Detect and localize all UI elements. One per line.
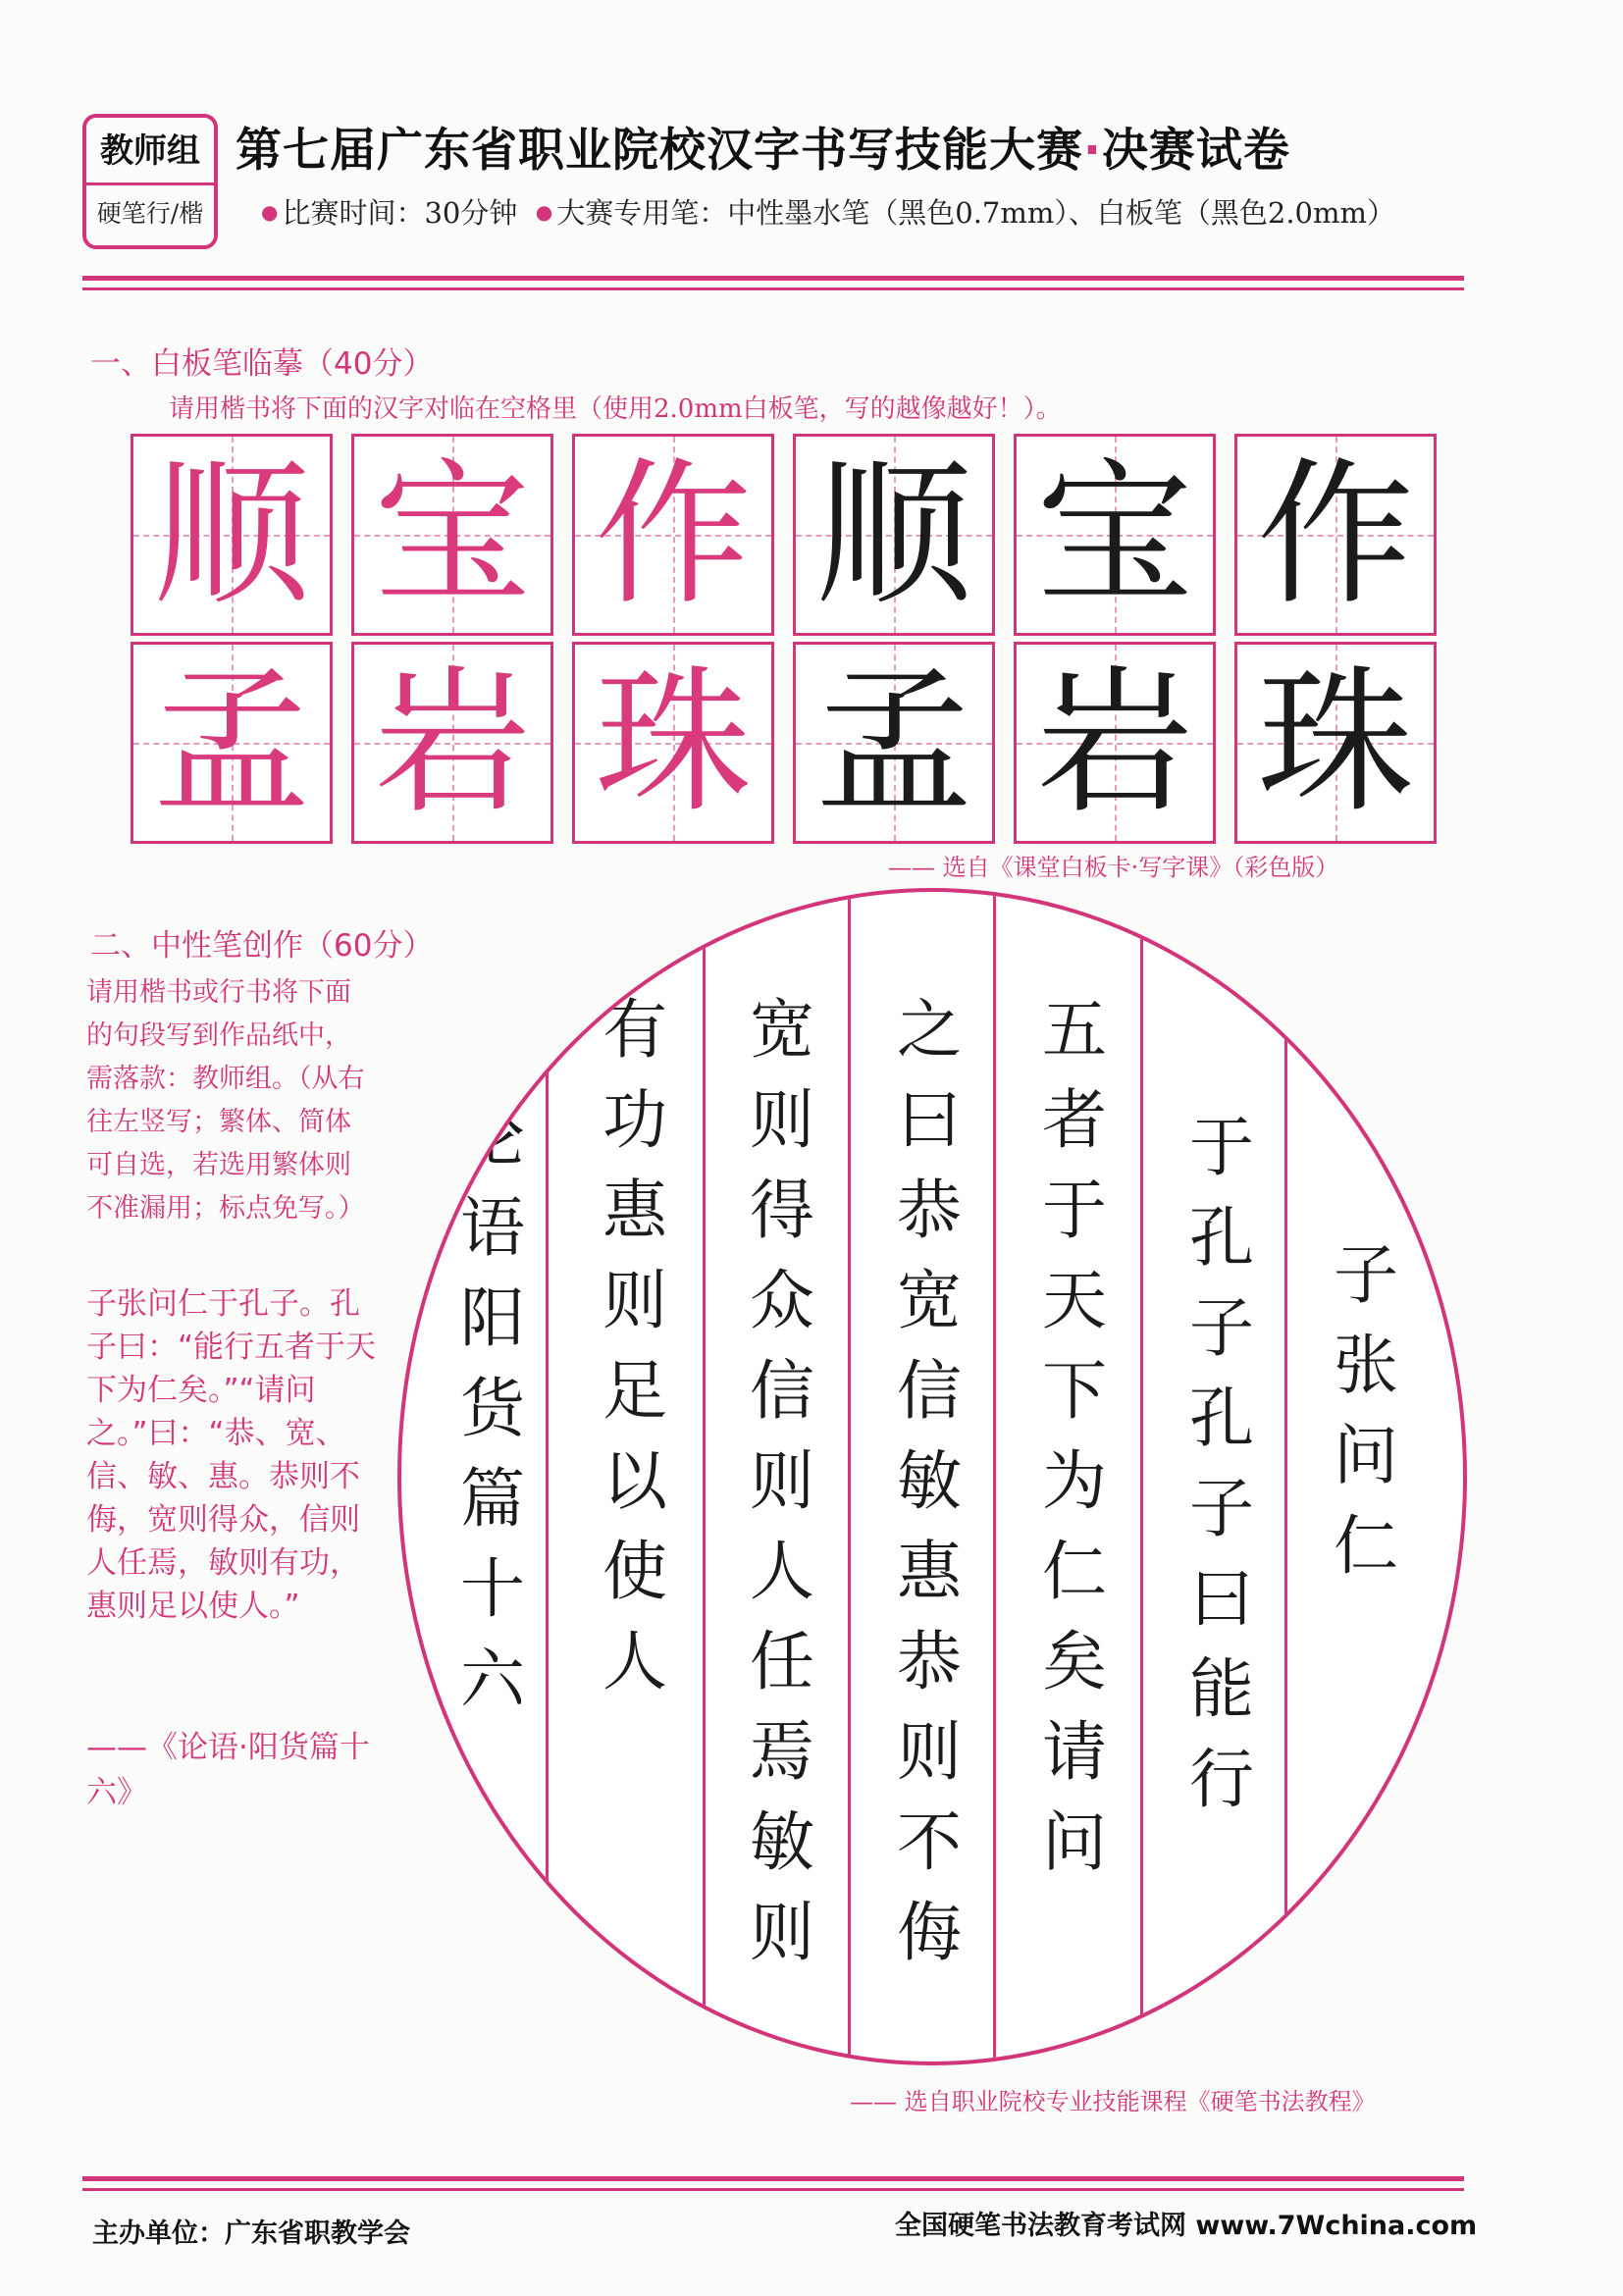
- work-column-2: 于孔子孔子曰能行: [1189, 1110, 1254, 1817]
- section2-citation: —— 选自职业院校专业技能课程《硬笔书法教程》: [850, 2088, 1376, 2115]
- work-column-1: 子张问仁: [1334, 1237, 1398, 1584]
- writing-circle: [397, 888, 1467, 2065]
- practice-cell: [351, 434, 553, 636]
- written-character: 作: [1256, 443, 1414, 626]
- passage-source: ——《论语·阳货篇十六》: [86, 1730, 370, 1810]
- written-character: 宝: [1035, 443, 1193, 626]
- written-character: 顺: [814, 443, 972, 626]
- footer-rule-thin: [82, 2188, 1464, 2191]
- column-line: [703, 892, 706, 2061]
- group-badge: [82, 114, 218, 249]
- page-title: [236, 114, 1290, 180]
- practice-cell: [1014, 642, 1216, 844]
- section1-instruction: 请用楷书将下面的汉字对临在空格里（使用2.0mm白板笔，写的越像越好！）。: [169, 394, 1062, 424]
- work-column-6: 有功惠则足以使人: [602, 992, 667, 1699]
- model-character: 宝: [373, 443, 531, 626]
- practice-cell: [793, 642, 995, 844]
- model-character: 珠: [594, 651, 752, 834]
- practice-cell: [131, 642, 333, 844]
- model-character: 顺: [152, 443, 310, 626]
- practice-cell: [1234, 434, 1437, 636]
- source-passage: 子张问仁于孔子。孔子曰：“能行五者于天下为仁矣。”“请问之。”曰：“恭、宽、信、敏、惠。恭则不侮，宽则得众，信则人任焉，敏则有功，惠则足以使人。”: [86, 1286, 377, 1624]
- info-time: 比赛时间：30分钟: [282, 196, 518, 230]
- info-pen: 大赛专用笔：中性墨水笔（黑色0.7mm）、白板笔（黑色2.0mm）: [556, 196, 1395, 230]
- practice-cell: [131, 434, 333, 636]
- work-column-title: 论语阳货篇十六: [460, 1100, 525, 1717]
- column-line: [546, 892, 549, 2061]
- bullet-icon: ●: [261, 200, 279, 224]
- title-main: 第七届广东省职业院校汉字书写技能大赛: [236, 124, 1083, 178]
- model-character: 岩: [373, 651, 531, 834]
- column-line: [993, 892, 996, 2061]
- model-character: 孟: [152, 651, 310, 834]
- title-dot: ·: [1083, 124, 1102, 178]
- practice-cell: [572, 642, 774, 844]
- footer-rule: [82, 2176, 1464, 2181]
- exam-info: [261, 191, 1395, 232]
- group-subtitle: 硬笔行/楷: [96, 199, 204, 228]
- organizer: 主办单位：广东省职教学会: [92, 2218, 410, 2249]
- section2-instruction: 请用楷书或行书将下面的句段写到作品纸中，需落款：教师组。（从右往左竖写；繁体、简体可自选，若选用繁体则不准漏用；标点免写。）: [86, 977, 365, 1224]
- column-line: [1284, 892, 1287, 2061]
- group-divider: [86, 183, 214, 185]
- work-column-4: 之曰恭宽信敏惠恭则不侮: [897, 992, 962, 1970]
- model-character: 作: [594, 443, 752, 626]
- section1-heading: 一、白板笔临摹（40分）: [90, 346, 434, 382]
- written-character: 孟: [814, 651, 972, 834]
- group-title: 教师组: [100, 131, 200, 171]
- section2-heading: 二、中性笔创作（60分）: [90, 928, 434, 964]
- written-character: 岩: [1035, 651, 1193, 834]
- practice-cell: [572, 434, 774, 636]
- practice-cell: [793, 434, 995, 636]
- written-character: 珠: [1256, 651, 1414, 834]
- practice-cell: [1014, 434, 1216, 636]
- column-line: [1140, 892, 1143, 2061]
- website: 全国硬笔书法教育考试网 www.7Wchina.com: [895, 2211, 1478, 2241]
- header-rule: [82, 276, 1464, 281]
- header-rule-thin: [82, 287, 1464, 290]
- practice-cell: [1234, 642, 1437, 844]
- work-column-3: 五者于天下为仁矣请问: [1042, 992, 1107, 1880]
- column-line: [848, 892, 851, 2061]
- title-end: 决赛试卷: [1101, 124, 1290, 178]
- practice-cell: [351, 642, 553, 844]
- bullet-icon: ●: [535, 200, 553, 224]
- work-column-5: 宽则得众信则人任焉敏则: [750, 992, 814, 1970]
- section1-citation: —— 选自《课堂白板卡·写字课》（彩色版）: [888, 854, 1339, 881]
